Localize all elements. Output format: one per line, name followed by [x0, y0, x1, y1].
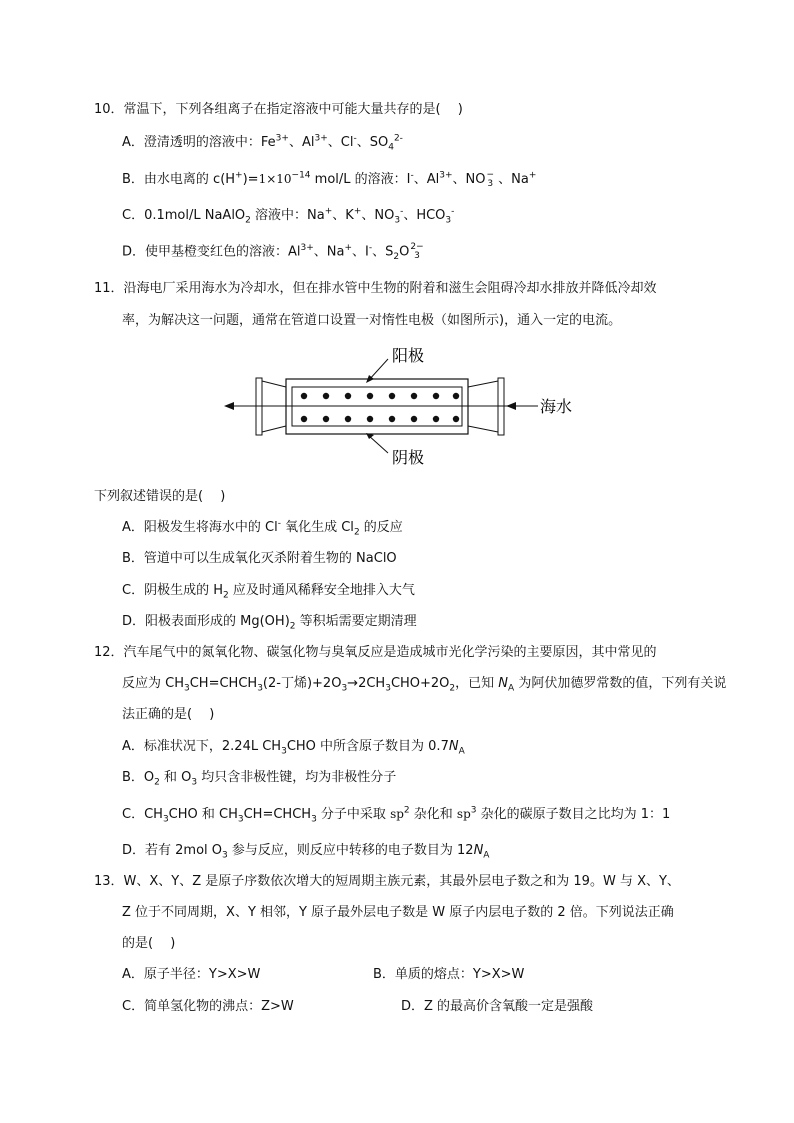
- q11-stem-line2: 率，为解决这一问题，通常在管道口设置一对惰性电极（如图所示)，通入一定的电流。: [122, 313, 622, 328]
- cathode-dot: [411, 416, 417, 422]
- q13-stem-line3: 的是( ): [122, 936, 176, 951]
- q12-option-c: C．$CH_3CHO$ 和 $CH_3CH=CHCH_3$ 分子中采取 $sp^2$ 杂化和 $sp^3$ 杂化的碳原子数目之比均为 1：1: [122, 805, 671, 825]
- q12-stem-line1: 12．汽车尾气中的氮氧化物、碳氢化物与臭氧反应是造成城市光化学污染的主要原因，其中常见的: [94, 645, 657, 660]
- electrode-pipe-diagram: [220, 343, 590, 473]
- anode-dots: [301, 393, 459, 399]
- q10-option-b: B．由水电离的 $c(H^+)=1\times 10^{-14}$ mol/L 的溶液：I-、$Al^{3+}$、NO − 3 、Na+: [122, 169, 537, 189]
- q13-stem-line1: 13．W、X、Y、Z 是原子序数依次增大的短周期主族元素，其最外层电子数之和为 19。W 与 X、Y、: [94, 874, 680, 889]
- q12-option-b: B．$O_2$ 和 $O_3$ 均只含非极性键，均为非极性分子: [122, 770, 397, 788]
- anode-dot: [345, 393, 351, 399]
- q13-option-a: A．原子半径：Y>X>W: [122, 967, 261, 982]
- q10-stem: 10．常温下，下列各组离子在指定溶液中可能大量共存的是( ): [94, 102, 463, 117]
- cathode-dot: [345, 416, 351, 422]
- q12-stem-line2: 反应为 $CH_3CH=CHCH_3(2-$丁烯)$+2O_3\to 2CH_3CHO+2O_2$，已知 $N_A$ 为阿伏加德罗常数的值，下列有关说: [122, 676, 727, 694]
- q10-option-d: D．使甲基橙变红色的溶液：$Al^{3+}$、Na+、I-、$S_2O$ 2− 3: [122, 242, 424, 263]
- q11-option-a: A．阳极发生将海水中的 Cl- 氧化生成 $Cl_2$ 的反应: [122, 518, 403, 538]
- q13-stem-line2: Z 位于不同周期，X、Y 相邻，Y 原子最外层电子数是 W 原子内层电子数的 2 倍。下列说法正确: [122, 905, 674, 920]
- q12-stem-line3: 法正确的是( ): [122, 707, 215, 722]
- anode-dot: [433, 393, 439, 399]
- anode-dot: [367, 393, 373, 399]
- cathode-dots: [301, 416, 459, 422]
- anode-dot: [323, 393, 329, 399]
- anode-dot: [411, 393, 417, 399]
- q10-option-a: A．澄清透明的溶液中：$Fe^{3+}$、$Al^{3+}$、Cl-、$SO_4^{2-}$: [122, 133, 403, 153]
- q13-option-d: D．Z 的最高价含氧酸一定是强酸: [401, 999, 594, 1014]
- anode-dot: [453, 393, 459, 399]
- q13-option-b: B．单质的熔点：Y>X>W: [373, 967, 525, 982]
- inflow-arrow: [506, 402, 516, 410]
- cathode-dot: [367, 416, 373, 422]
- cathode-dot: [323, 416, 329, 422]
- q12-option-a: A．标准状况下，2.24L $CH_3CHO$ 中所含原子数目为 $0.7N_A$: [122, 739, 465, 757]
- anode-label: 阳极: [392, 348, 425, 365]
- cathode-dot: [301, 416, 307, 422]
- outflow-arrow: [224, 402, 234, 410]
- anode-dot: [389, 393, 395, 399]
- cathode-dot: [389, 416, 395, 422]
- q12-option-d: D．若有 2mol $O_3$ 参与反应，则反应中转移的电子数目为 $12N_A$: [122, 843, 490, 861]
- q13-option-c: C．简单氢化物的沸点：Z>W: [122, 999, 294, 1014]
- q10-option-c: C．0.1mol/L NaAlO$_2$ 溶液中：Na+、K+、$NO_3^-$、$HCO_3^-$: [122, 206, 455, 226]
- anode-dot: [301, 393, 307, 399]
- q11-prompt: 下列叙述错误的是( ): [94, 489, 226, 504]
- cathode-dot: [453, 416, 459, 422]
- seawater-label: 海水: [540, 399, 573, 416]
- q11-option-c: C．阴极生成的 $H_2$ 应及时通风稀释安全地排入大气: [122, 583, 415, 601]
- q11-stem-line1: 11．沿海电厂采用海水为冷却水，但在排水管中生物的附着和滋生会阻碍冷却水排放并降低冷却效: [94, 281, 657, 296]
- q11-option-b: B．管道中可以生成氧化灭杀附着生物的 NaClO: [122, 551, 397, 566]
- cathode-label: 阴极: [392, 450, 425, 467]
- cathode-dot: [433, 416, 439, 422]
- cathode-pointer: [368, 435, 388, 453]
- q11-option-d: D．阳极表面形成的 $Mg(OH)_2$ 等积垢需要定期清理: [122, 614, 417, 632]
